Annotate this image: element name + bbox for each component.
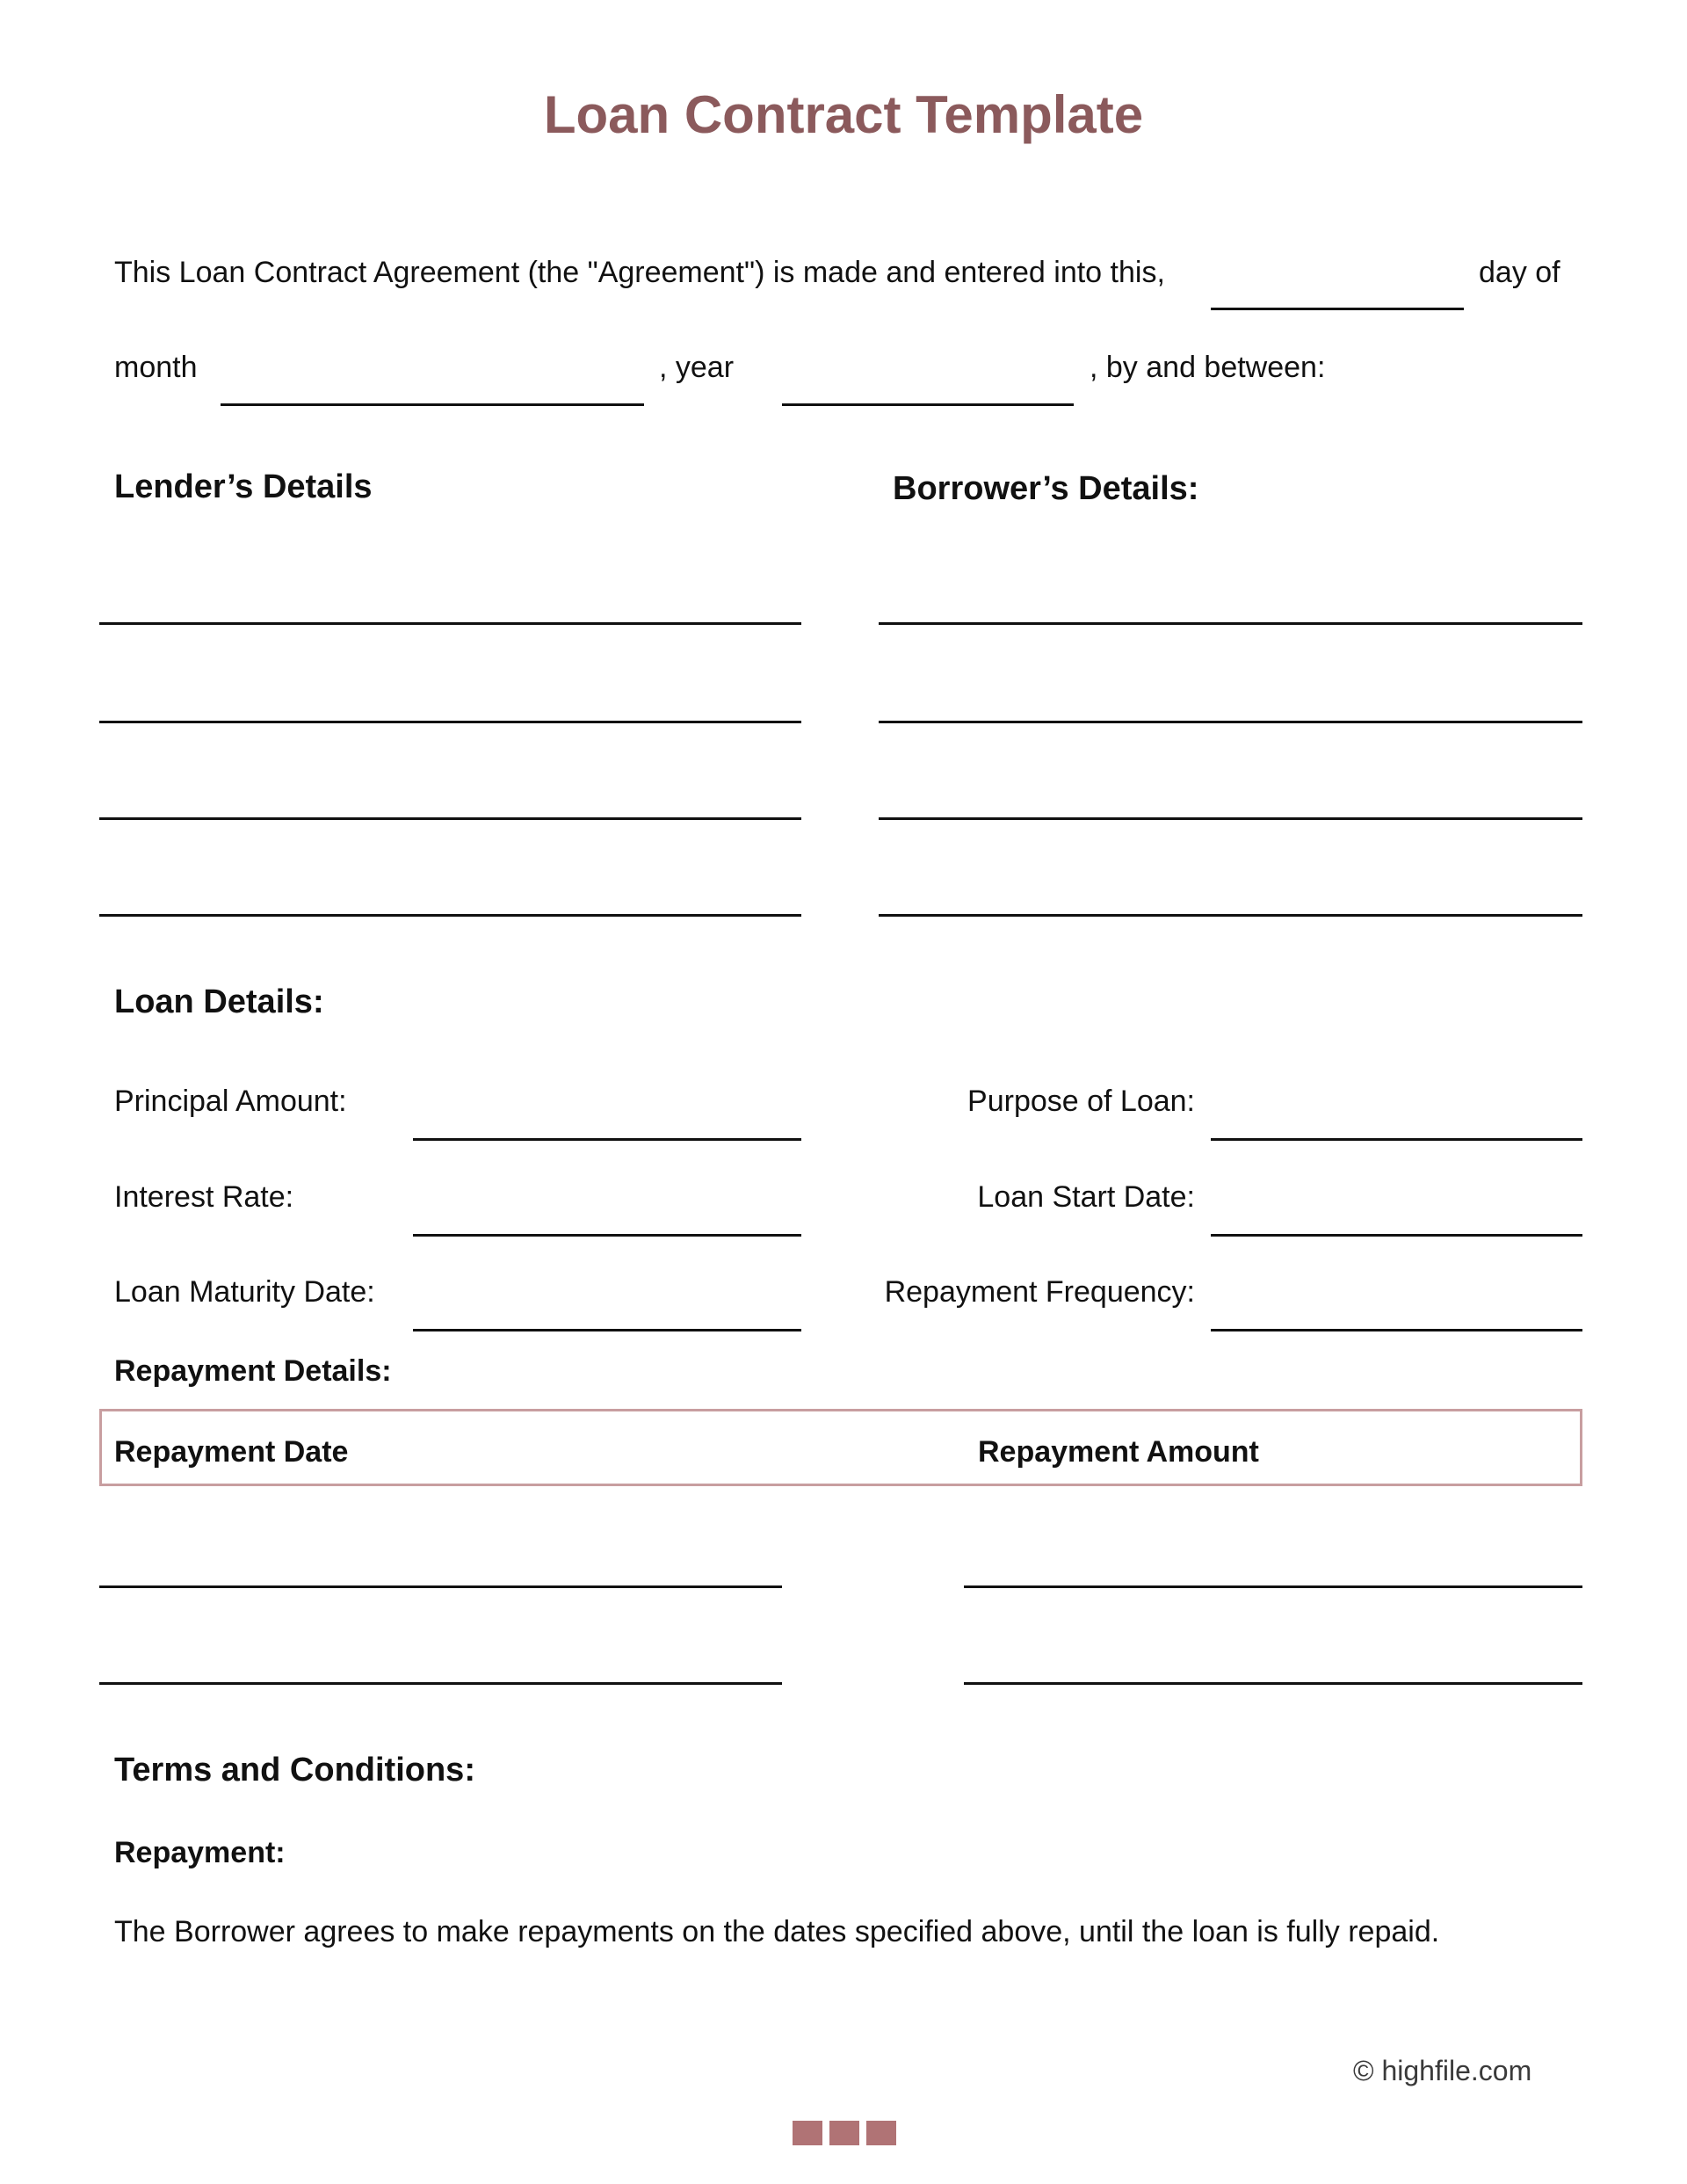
- repayment-amount-field-1[interactable]: [964, 1585, 1582, 1588]
- year-label: , year: [659, 351, 735, 384]
- start-date-label: Loan Start Date:: [977, 1180, 1195, 1214]
- lender-heading: Lender’s Details: [114, 468, 373, 505]
- day-field[interactable]: [1211, 308, 1464, 310]
- borrower-field-3[interactable]: [879, 817, 1582, 820]
- page-indicator-dot-2: [829, 2121, 859, 2145]
- repayment-frequency-field[interactable]: [1211, 1329, 1582, 1331]
- borrower-field-4[interactable]: [879, 914, 1582, 917]
- repayment-details-heading: Repayment Details:: [114, 1354, 392, 1388]
- page-indicator-dot-3: [866, 2121, 896, 2145]
- page-title: Loan Contract Template: [543, 85, 1144, 144]
- principal-amount-field[interactable]: [413, 1138, 801, 1141]
- repayment-terms-text: The Borrower agrees to make repayments on the dates specified above, until the loan is fully repaid.: [114, 1915, 1440, 1948]
- lender-field-2[interactable]: [99, 721, 801, 723]
- interest-rate-field[interactable]: [413, 1234, 801, 1237]
- repayment-frequency-label: Repayment Frequency:: [884, 1275, 1195, 1309]
- lender-field-1[interactable]: [99, 622, 801, 625]
- day-of-label: day of: [1479, 256, 1560, 289]
- purpose-field[interactable]: [1211, 1138, 1582, 1141]
- repayment-date-field-2[interactable]: [99, 1682, 782, 1685]
- month-label: month: [114, 351, 198, 384]
- repayment-amount-field-2[interactable]: [964, 1682, 1582, 1685]
- lender-field-3[interactable]: [99, 817, 801, 820]
- copyright-notice: © highfile.com: [1353, 2055, 1532, 2086]
- page-indicator-dot-1: [793, 2121, 822, 2145]
- borrower-field-2[interactable]: [879, 721, 1582, 723]
- month-field[interactable]: [221, 403, 644, 406]
- repayment-date-field-1[interactable]: [99, 1585, 782, 1588]
- purpose-label: Purpose of Loan:: [967, 1085, 1195, 1118]
- lender-field-4[interactable]: [99, 914, 801, 917]
- maturity-date-field[interactable]: [413, 1329, 801, 1331]
- interest-rate-label: Interest Rate:: [114, 1180, 294, 1214]
- terms-heading: Terms and Conditions:: [114, 1752, 475, 1789]
- start-date-field[interactable]: [1211, 1234, 1582, 1237]
- intro-text: This Loan Contract Agreement (the "Agreement") is made and entered into this,: [114, 256, 1165, 289]
- borrower-heading: Borrower’s Details:: [893, 470, 1199, 507]
- repayment-subheading: Repayment:: [114, 1836, 286, 1869]
- loan-details-heading: Loan Details:: [114, 983, 324, 1020]
- by-and-between-label: , by and between:: [1090, 351, 1326, 384]
- principal-amount-label: Principal Amount:: [114, 1085, 347, 1118]
- repayment-date-column: Repayment Date: [114, 1435, 349, 1469]
- year-field[interactable]: [782, 403, 1074, 406]
- borrower-field-1[interactable]: [879, 622, 1582, 625]
- maturity-date-label: Loan Maturity Date:: [114, 1275, 375, 1309]
- repayment-amount-column: Repayment Amount: [978, 1435, 1259, 1469]
